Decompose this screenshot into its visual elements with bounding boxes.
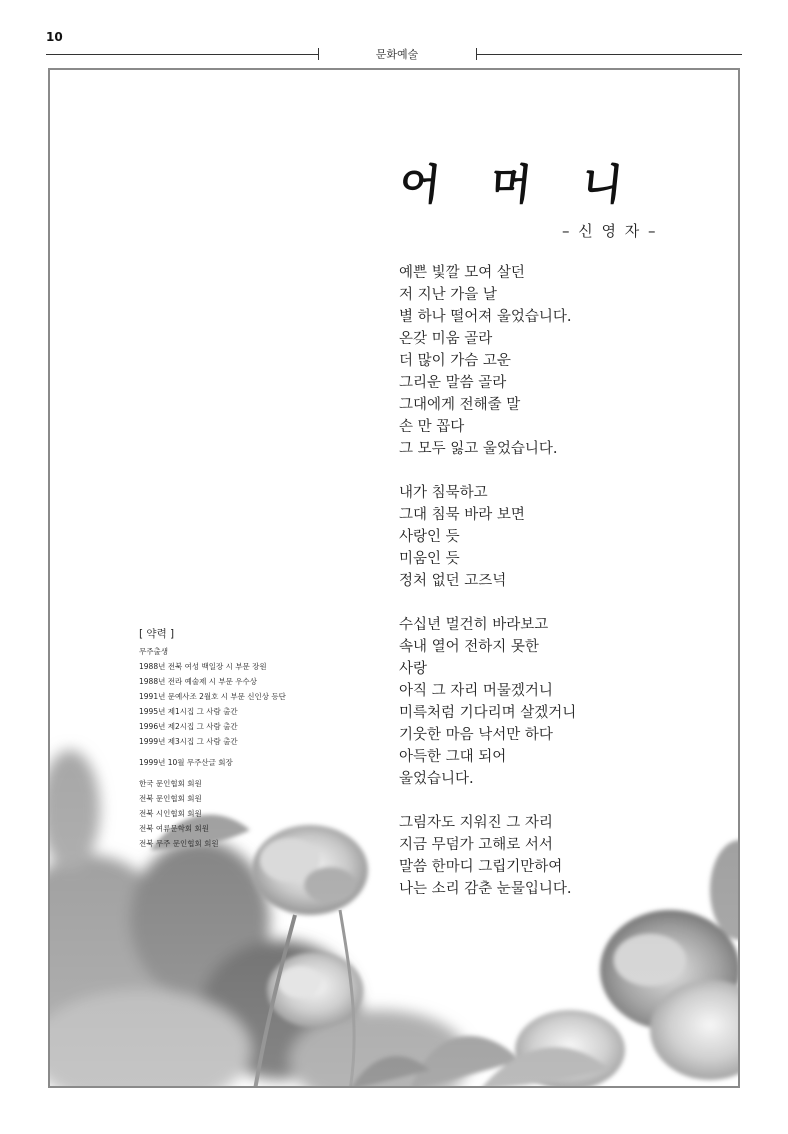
bio-group: [139, 776, 379, 851]
bio-line: 전북 시인협회 회원: [139, 809, 202, 818]
poem-line: 아득한 그대 되어: [399, 749, 507, 765]
page-number: 10: [46, 30, 63, 44]
poem-line: 미움인 듯: [399, 551, 460, 567]
poem-line: 온갖 미움 골라: [399, 331, 493, 347]
bio-line: 전북 여류문학회 회원: [139, 824, 209, 833]
poem-line: 사랑인 듯: [399, 529, 460, 545]
bio-line: 1991년 문예사조 2월호 시 부문 신인상 등단: [139, 692, 286, 701]
poem-stanza-4: [399, 812, 729, 900]
poem-line: 그림자도 지워진 그 자리: [399, 815, 553, 831]
page-frame: [48, 68, 740, 1088]
poem-line: 울었습니다.: [399, 771, 474, 787]
author-bio: [139, 626, 379, 857]
bio-group: [139, 755, 379, 770]
bio-line: 1996년 제2시집 그 사람 출간: [139, 722, 238, 731]
header-rule-left: [46, 54, 318, 55]
poem-line: 아직 그 자리 머물겠거니: [399, 683, 553, 699]
poem-line: 정처 없던 고즈넉: [399, 573, 507, 589]
poem-line: 수십년 멀건히 바라보고: [399, 617, 549, 633]
poem-line: 기웃한 마음 낙서만 하다: [399, 727, 553, 743]
poem-line: 지금 무덤가 고해로 서서: [399, 837, 553, 853]
poem-line: 말씀 한마디 그립기만하여: [399, 859, 563, 875]
poem-stanza-1: [399, 262, 729, 460]
poem-line: 저 지난 가을 날: [399, 287, 497, 303]
poem-line: 그대에게 전해줄 말: [399, 397, 521, 413]
poem-line: 손 만 꼽다: [399, 419, 465, 435]
poem-line: 그리운 말씀 골라: [399, 375, 507, 391]
poem-line: 나는 소리 감춘 눈물입니다.: [399, 881, 572, 897]
poem-line: 그 모두 잃고 울었습니다.: [399, 441, 558, 457]
bio-line: 1999년 10월 무주산글 회장: [139, 758, 233, 767]
bio-line: 1999년 제3시집 그 사람 출간: [139, 737, 238, 746]
poem-line: 별 하나 떨어져 울었습니다.: [399, 309, 572, 325]
poem-line: 내가 침묵하고: [399, 485, 488, 501]
poem-line: 속내 열어 전하지 못한: [399, 639, 539, 655]
bio-line: 전북 무주 문인협회 회원: [139, 839, 219, 848]
poem-title: 어 머 니: [397, 160, 644, 209]
poem-stanza-2: [399, 482, 729, 592]
header-rule-right: [476, 54, 742, 55]
bio-line: 1995년 제1시집 그 사람 출간: [139, 707, 238, 716]
poem-stanza-3: [399, 614, 729, 790]
bio-line: 전북 문인협회 회원: [139, 794, 202, 803]
poem-body: [399, 262, 729, 922]
bio-line: 한국 문인협회 회원: [139, 779, 202, 788]
poem-line: 미륵처럼 기다리며 살겠거니: [399, 705, 577, 721]
bio-line: 무주출생: [139, 647, 168, 656]
poem-line: 사랑: [399, 661, 428, 677]
poem-line: 그대 침묵 바라 보면: [399, 507, 525, 523]
bio-heading: [ 약력 ]: [139, 628, 175, 640]
bio-line: 1988년 전라 예술제 시 부문 우수상: [139, 677, 257, 686]
bio-group: [139, 644, 379, 749]
poem-line: 더 많이 가슴 고운: [399, 353, 511, 369]
section-title: 문화예술: [375, 48, 419, 61]
poem-author: – 신 영 자 –: [562, 222, 658, 240]
poem-line: 예쁜 빛깔 모여 살던: [399, 265, 525, 281]
bio-line: 1988년 전북 여성 백일장 시 부문 장원: [139, 662, 267, 671]
